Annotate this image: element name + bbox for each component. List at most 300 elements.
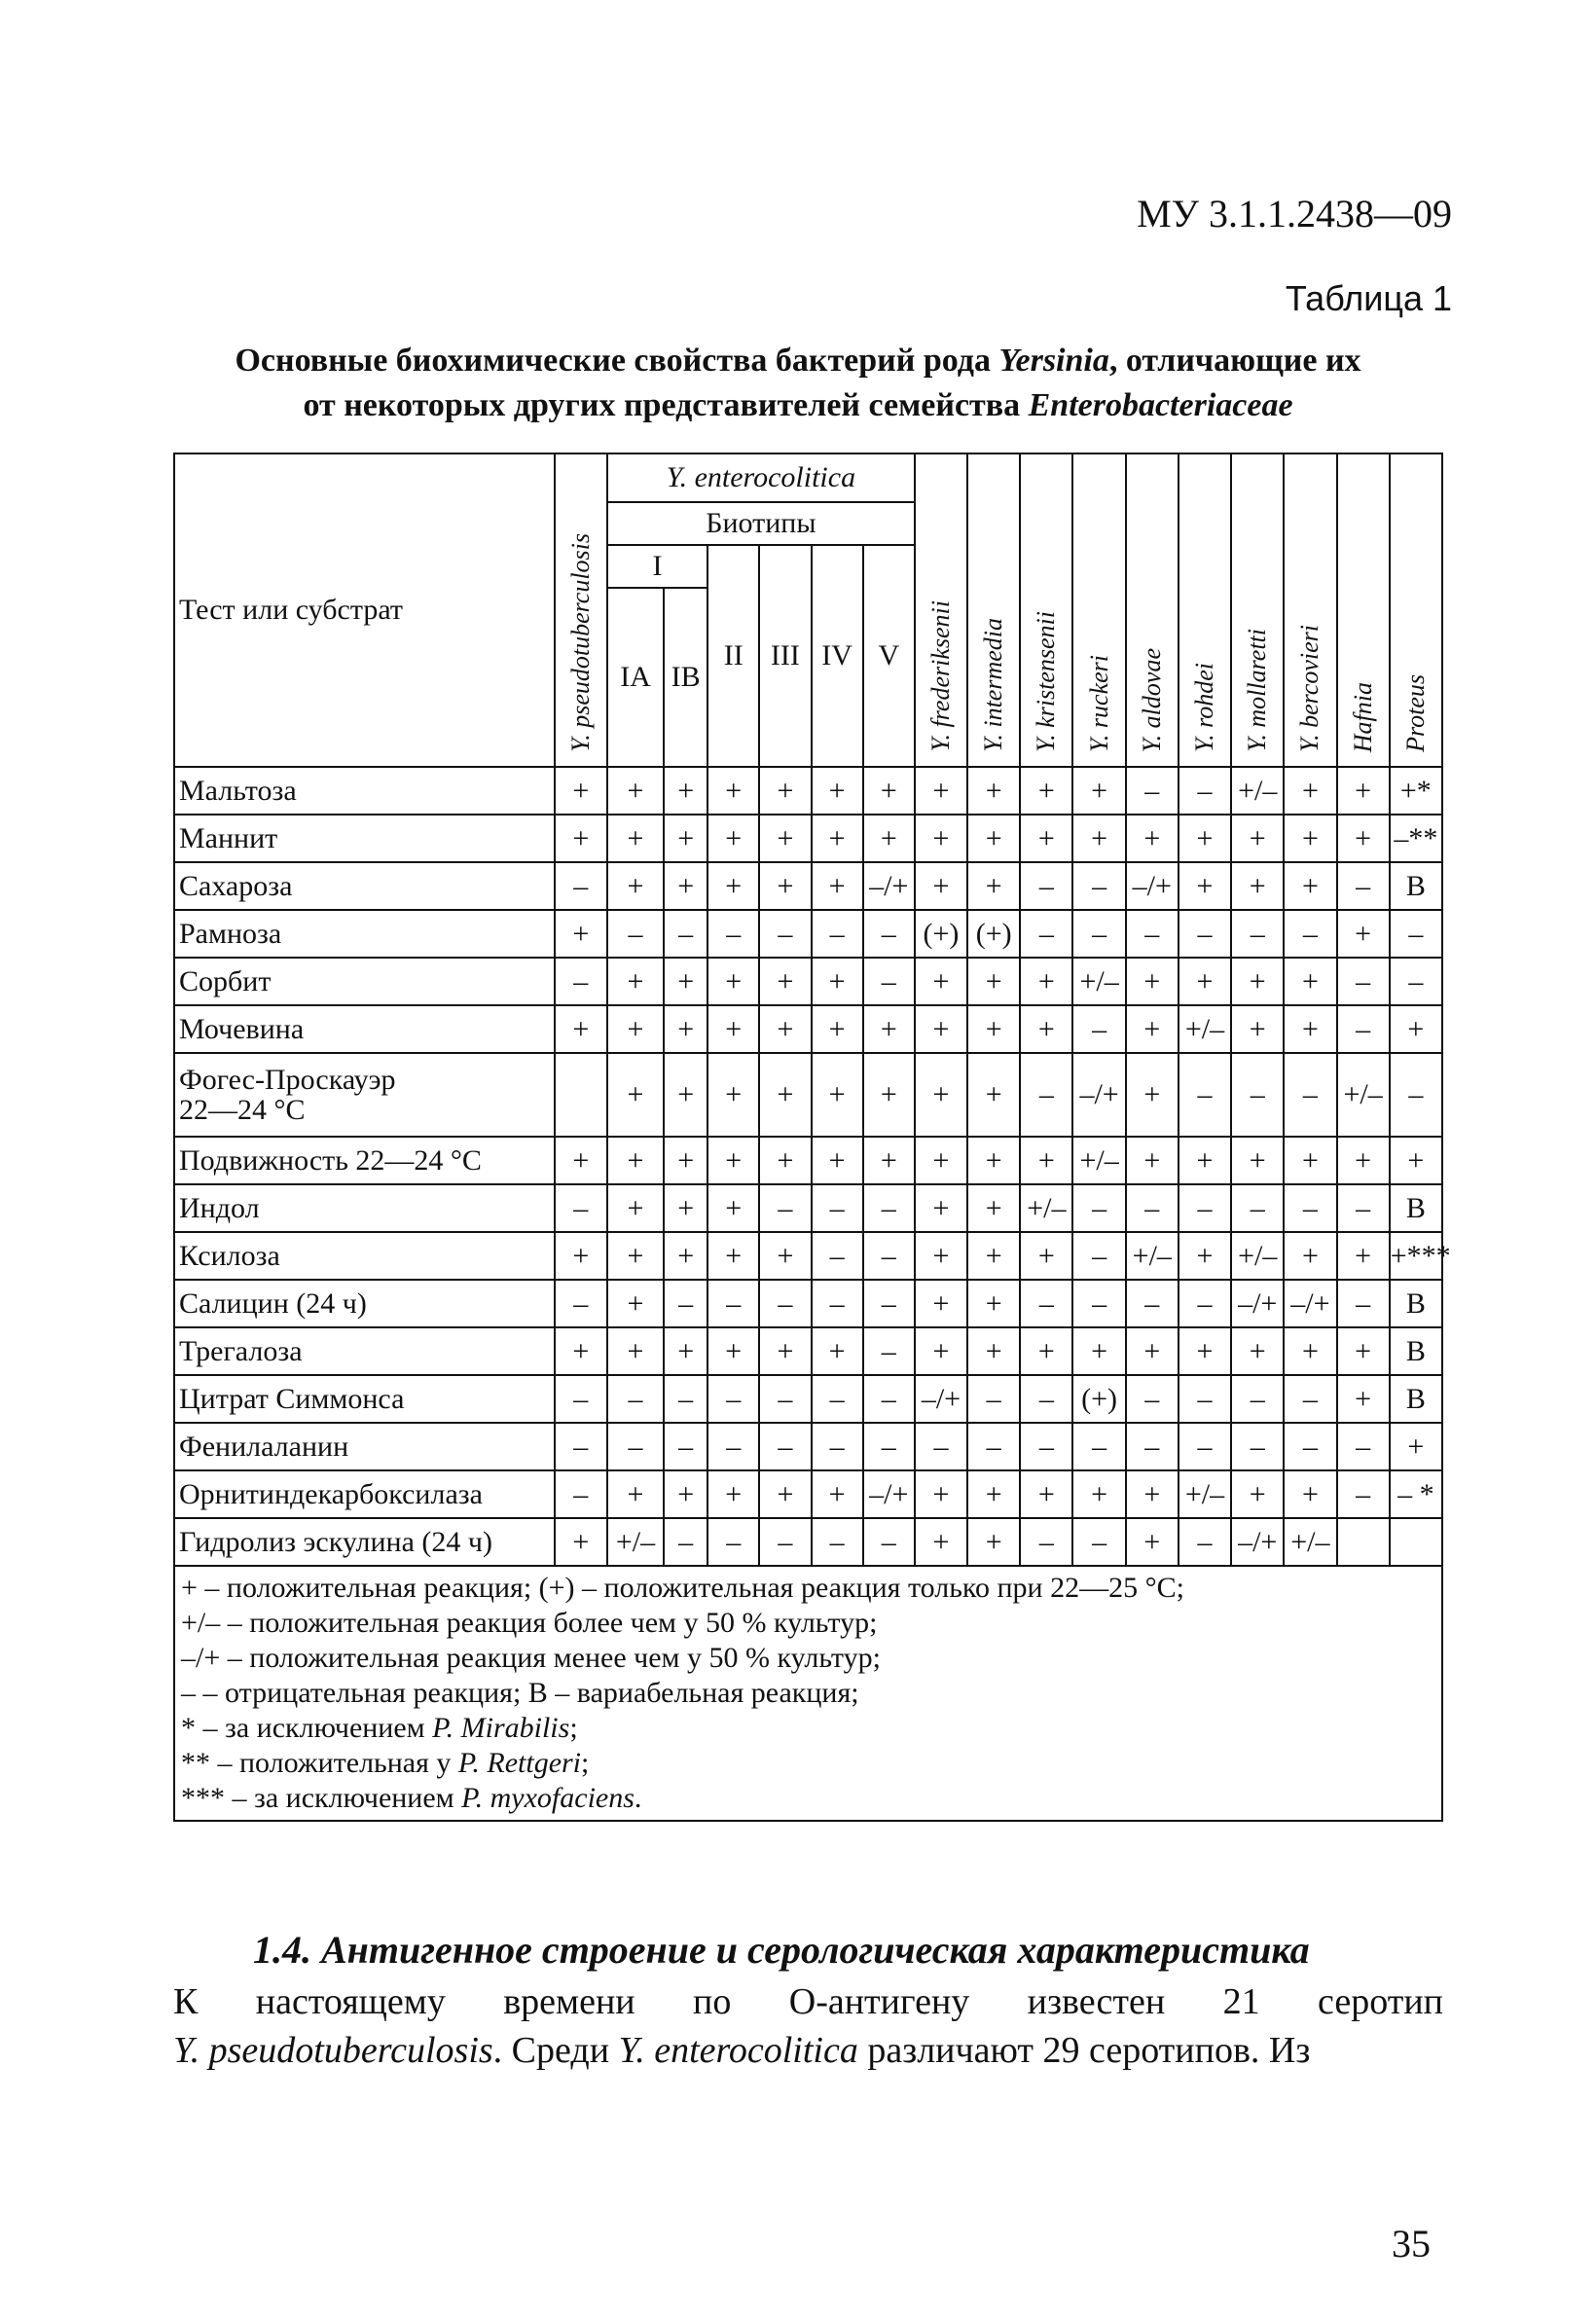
table-cell: – [664,1423,707,1470]
row-name [174,1053,555,1137]
table-cell: + [664,958,707,1005]
table-cell: + [967,1005,1020,1053]
table-cell: – [863,1518,915,1566]
table-cell: – [1072,862,1125,910]
caption-genus: Yersinia [998,343,1109,379]
table-cell: – [1179,1280,1231,1327]
table-cell: – [1126,767,1179,815]
table-cell: + [967,1470,1020,1518]
table-cell: – [1337,1470,1390,1518]
table-cell: – [1284,1423,1336,1470]
table-row [174,1518,1442,1566]
table-cell: –** [1390,815,1442,862]
table-cell: – [707,1423,759,1470]
legend-text: – положительная реакция; (+) – положительная реакция только при 22—25 °С; [197,1572,1184,1604]
table-cell [555,1053,607,1137]
table-cell: + [664,862,707,910]
table-caption-line-1 [165,343,1431,380]
table-cell: + [1284,862,1336,910]
table-cell: +/– [1126,1232,1179,1280]
table-cell: + [607,958,664,1005]
table-cell: + [1231,862,1284,910]
table-row [174,1137,1442,1184]
table-cell: – [812,1375,863,1423]
col-header-III: III [759,545,811,767]
legend-punct: ; [569,1712,578,1744]
row-name: Маннит [174,815,555,862]
legend-line [181,1641,1435,1676]
table-cell: + [967,1280,1020,1327]
legend-symbol: * [181,1712,196,1744]
paragraph-line-2 [173,2026,1443,2075]
table-cell: + [863,767,915,815]
table-cell: – [1020,862,1072,910]
table-cell: + [812,862,863,910]
table-cell: +/– [607,1518,664,1566]
paragraph-line-1: К настоящему времени по О-антигену известен 21 серотип [173,1981,1443,2022]
legend-text: – положительная у [210,1747,458,1779]
table-row [174,1053,1442,1137]
table-cell: + [967,1137,1020,1184]
col-header-IV: IV [812,545,863,767]
table-cell: – [967,1375,1020,1423]
table-cell: + [707,862,759,910]
caption-text: от некоторых других представителей семейства [303,387,1029,423]
table-cell: – [555,1280,607,1327]
table-cell: –/+ [863,862,915,910]
table-cell: – [664,1518,707,1566]
table-cell: + [812,1470,863,1518]
table-cell: + [967,815,1020,862]
section-heading: 1.4. Антигенное строение и серологическая характеристика [253,1928,1310,1972]
legend-symbol: + [181,1572,198,1604]
legend-symbol: – [181,1677,196,1709]
table-cell: (+) [1072,1375,1125,1423]
table-cell: + [759,1137,811,1184]
table-cell: – [863,1280,915,1327]
table-cell: – [812,1184,863,1232]
table-cell: + [664,767,707,815]
table-cell: – [555,1470,607,1518]
table-cell: + [1231,815,1284,862]
table-cell: – [1072,1518,1125,1566]
table-cell: + [759,815,811,862]
table-cell: (+) [967,910,1020,958]
table-cell: + [812,1137,863,1184]
table-cell: + [1231,958,1284,1005]
table-cell: + [664,815,707,862]
legend-symbol: ** [181,1747,210,1779]
table-cell: + [607,1470,664,1518]
table-cell: + [967,862,1020,910]
table-cell: + [759,1232,811,1280]
table-cell: + [915,1005,967,1053]
table-cell: + [1179,1327,1231,1375]
table-cell: B [1390,862,1442,910]
table-cell: – [1337,862,1390,910]
table-cell: + [1126,958,1179,1005]
table-cell: + [1390,1005,1442,1053]
col-header-hafnia: Hafnia [1337,453,1390,767]
table-cell: + [759,1327,811,1375]
legend-species: P. myxofaciens [461,1782,635,1814]
table-cell: – [1284,910,1336,958]
paragraph-text: . Среди [492,2030,619,2071]
table-cell: + [664,1137,707,1184]
legend-line [181,1676,1435,1711]
table-cell: – [967,1423,1020,1470]
table-cell: + [967,1327,1020,1375]
table-cell: + [915,1280,967,1327]
table-cell: – [1337,1280,1390,1327]
table-cell: + [1179,1137,1231,1184]
col-header-II: II [707,545,759,767]
table-cell: – [1337,1005,1390,1053]
table-row [174,815,1442,862]
table-cell: + [1126,1137,1179,1184]
table-cell: B [1390,1280,1442,1327]
table-cell: – [607,1423,664,1470]
table-cell: – [1020,910,1072,958]
table-row [174,910,1442,958]
page-number: 35 [1392,2222,1431,2266]
table-row [174,862,1442,910]
table-cell: – [1179,1053,1231,1137]
table-cell: + [967,767,1020,815]
table-cell: + [1284,1327,1336,1375]
table-cell: + [1126,1053,1179,1137]
col-header-rohdei: Y. rohdei [1179,453,1231,767]
table-cell: – [1390,910,1442,958]
legend-symbol: –/+ [181,1642,221,1674]
table-cell: – [607,910,664,958]
legend-species: P. Rettgeri [457,1747,582,1779]
table-cell: – [759,1280,811,1327]
col-header-proteus: Proteus [1390,453,1442,767]
legend-line [181,1781,1435,1816]
table-cell: + [1284,1137,1336,1184]
table-cell: + [707,958,759,1005]
table-cell: + [607,767,664,815]
table-cell: – [1126,1423,1179,1470]
col-header-mollaretti: Y. mollaretti [1231,453,1284,767]
species-name: Y. enterocolitica [618,2030,858,2071]
table-cell: + [607,1005,664,1053]
legend-line [181,1571,1435,1606]
row-name: Фенилаланин [174,1423,555,1470]
table-cell: – [1390,1053,1442,1137]
table-cell: –/+ [863,1470,915,1518]
col-header-IB: IB [664,588,707,767]
table-cell: – [812,1518,863,1566]
table-row [174,1184,1442,1232]
table-cell: – [1020,1375,1072,1423]
table-cell: + [863,1005,915,1053]
table-cell: + [1072,1327,1125,1375]
row-name: Индол [174,1184,555,1232]
col-header-ruckeri: Y. ruckeri [1072,453,1125,767]
row-name-line: Фогес-Проскауэр [179,1063,396,1096]
species-name: Y. pseudotuberculosis [173,2030,493,2071]
row-name: Орнитиндекарбоксилаза [174,1470,555,1518]
table-cell: – [1072,1280,1125,1327]
table-cell [1337,1518,1390,1566]
table-cell: – [707,1280,759,1327]
table-cell: + [915,1184,967,1232]
table-cell: +* [1390,767,1442,815]
table-cell: – [664,910,707,958]
table-cell: – [863,958,915,1005]
table-cell: + [967,958,1020,1005]
table-cell: – [1020,1280,1072,1327]
table-cell: + [1020,958,1072,1005]
table-cell: + [1072,1470,1125,1518]
table-row [174,767,1442,815]
table-cell: + [1284,958,1336,1005]
table-cell: – [863,1375,915,1423]
table-cell: +/– [1072,958,1125,1005]
table-cell: + [607,1184,664,1232]
table-cell: – [1179,910,1231,958]
table-cell: – [1126,1280,1179,1327]
table-cell: – [555,862,607,910]
legend-line [181,1711,1435,1746]
row-name: Сахароза [174,862,555,910]
table-cell: + [1126,1005,1179,1053]
table-cell: – [1284,1375,1336,1423]
table-cell: + [707,1470,759,1518]
table-row [174,1375,1442,1423]
col-header-V: V [863,545,915,767]
table-cell: + [967,1518,1020,1566]
table-cell: – [1126,1184,1179,1232]
table-cell: + [759,1005,811,1053]
table-cell: – [555,1184,607,1232]
table-cell: – [759,1423,811,1470]
col-header-bercovieri: Y. bercovieri [1284,453,1336,767]
table-cell: + [607,1327,664,1375]
table-cell: – [1179,1423,1231,1470]
legend-species: P. Mirabilis [432,1712,570,1744]
row-name: Сорбит [174,958,555,1005]
row-name: Рамноза [174,910,555,958]
table-cell: + [812,1005,863,1053]
table-cell: – [1179,1375,1231,1423]
row-name: Подвижность 22—24 °С [174,1137,555,1184]
legend-text: – положительная реакция менее чем у 50 % культур; [220,1642,881,1674]
table-cell: + [915,815,967,862]
table-cell: + [759,1053,811,1137]
table-cell: + [555,1005,607,1053]
table-cell: + [1020,815,1072,862]
table-cell: – [812,1280,863,1327]
table-cell: B [1390,1327,1442,1375]
table-cell: + [555,910,607,958]
table-cell: – [863,1423,915,1470]
table-cell: – [1337,958,1390,1005]
table-cell: + [1284,815,1336,862]
legend-symbol: +/– [181,1607,221,1639]
table-cell: – [1072,1423,1125,1470]
table-cell: – [1126,1375,1179,1423]
table-cell: +/– [1231,1232,1284,1280]
table-cell: –/+ [915,1375,967,1423]
table-cell: +/– [1337,1053,1390,1137]
table-row [174,1232,1442,1280]
table-cell: – [1231,1053,1284,1137]
table-cell: – [759,1375,811,1423]
table-cell: + [915,862,967,910]
col-header-frederiksenii: Y. frederiksenii [915,453,967,767]
table-cell: + [1020,767,1072,815]
caption-text: Основные биохимические свойства бактерий рода [235,343,999,379]
table-cell: – [1072,1005,1125,1053]
table-cell: + [1284,767,1336,815]
table-cell: – [607,1375,664,1423]
table-cell: – [1179,1184,1231,1232]
table-cell: + [759,1470,811,1518]
table-caption-line-2 [165,387,1431,424]
table-cell: – [759,910,811,958]
table-cell: –/+ [1072,1053,1125,1137]
table-cell: + [1179,862,1231,910]
table-cell: + [707,1327,759,1375]
table-cell: + [607,1137,664,1184]
table-row [174,1005,1442,1053]
table-cell: + [812,815,863,862]
table-cell: – [664,1375,707,1423]
table-cell: + [915,1327,967,1375]
table-cell: – * [1390,1470,1442,1518]
table-cell: – [863,910,915,958]
legend-punct: ; [581,1747,590,1779]
table-cell: +/– [1020,1184,1072,1232]
table-cell: + [664,1327,707,1375]
row-name: Цитрат Симмонса [174,1375,555,1423]
table-cell: –/+ [1284,1280,1336,1327]
table-cell: – [555,958,607,1005]
col-header-intermedia: Y. intermedia [967,453,1020,767]
table-cell: – [1179,1518,1231,1566]
table-cell: + [664,1053,707,1137]
table-cell [1390,1518,1442,1566]
table-cell: + [607,1280,664,1327]
table-cell: + [607,815,664,862]
table-row [174,1470,1442,1518]
table-cell: + [1072,815,1125,862]
table-cell: + [1390,1423,1442,1470]
table-cell: + [863,815,915,862]
table-cell: + [1072,767,1125,815]
row-name: Салицин (24 ч) [174,1280,555,1327]
table-cell: – [664,1280,707,1327]
table-cell: +/– [1284,1518,1336,1566]
table-cell: + [1284,1232,1336,1280]
table-cell: + [555,767,607,815]
table-cell: + [863,1137,915,1184]
table-cell: – [812,910,863,958]
table-cell: + [1231,1327,1284,1375]
col-header-IA: IA [607,588,664,767]
table-cell: + [707,1053,759,1137]
table-cell: + [759,862,811,910]
table-cell: – [555,1423,607,1470]
table-cell: – [707,1518,759,1566]
biotypes-header: Биотипы [607,502,915,545]
table-cell: – [1337,1184,1390,1232]
table-cell: – [1231,910,1284,958]
table-cell: + [664,1184,707,1232]
row-name: Ксилоза [174,1232,555,1280]
col-header-kristensenii: Y. kristensenii [1020,453,1072,767]
table-cell: – [759,1518,811,1566]
table-cell: –/+ [1126,862,1179,910]
table-cell: + [1126,815,1179,862]
group-header-enterocolitica: Y. enterocolitica [607,453,915,502]
document-id: МУ 3.1.1.2438—09 [1137,192,1452,236]
table-cell: + [1284,1005,1336,1053]
table-cell: + [707,1232,759,1280]
table-cell: + [1126,1518,1179,1566]
caption-family: Enterobacteriaceae [1028,387,1293,423]
legend-line [181,1746,1435,1781]
table-cell: + [915,1470,967,1518]
table-cell: + [1231,1137,1284,1184]
table-cell: – [1231,1375,1284,1423]
table-cell: + [1020,1137,1072,1184]
row-name-line: 22—24 °С [179,1094,306,1126]
row-name: Трегалоза [174,1327,555,1375]
table-cell: + [967,1232,1020,1280]
table-cell: – [915,1423,967,1470]
table-cell: B [1390,1184,1442,1232]
table-cell: + [1337,1137,1390,1184]
table-number: Таблица 1 [1285,278,1452,318]
table-cell: + [1337,815,1390,862]
biochemical-properties-table [173,453,1451,1822]
table-cell: + [607,1232,664,1280]
table-cell: + [1126,1327,1179,1375]
table-cell: +/– [1179,1005,1231,1053]
table-cell: – [1284,1053,1336,1137]
col-header-aldovae: Y. aldovae [1126,453,1179,767]
table-cell: + [664,1005,707,1053]
table-cell: – [1020,1053,1072,1137]
legend-punct: . [634,1782,642,1814]
table-cell: + [1231,1470,1284,1518]
table-cell: + [812,958,863,1005]
table-cell: – [1126,910,1179,958]
table-cell: +/– [1231,767,1284,815]
table-cell: + [1020,1005,1072,1053]
table-cell: + [1390,1137,1442,1184]
table-cell: + [555,1518,607,1566]
table-cell: – [1231,1423,1284,1470]
table-cell: + [1179,815,1231,862]
table-cell: + [707,767,759,815]
table-cell: – [1072,910,1125,958]
table-cell: – [1390,958,1442,1005]
table-cell: –/+ [1231,1518,1284,1566]
table-cell: + [555,1232,607,1280]
table-cell: – [1337,1423,1390,1470]
table-cell: + [1020,1470,1072,1518]
paragraph-text: различают 29 серотипов. Из [857,2030,1311,2071]
table-cell: + [707,1184,759,1232]
table-cell: + [967,1053,1020,1137]
col-header-pseudotuberculosis: Y. pseudotuberculosis [555,453,607,767]
table-cell: + [915,1137,967,1184]
